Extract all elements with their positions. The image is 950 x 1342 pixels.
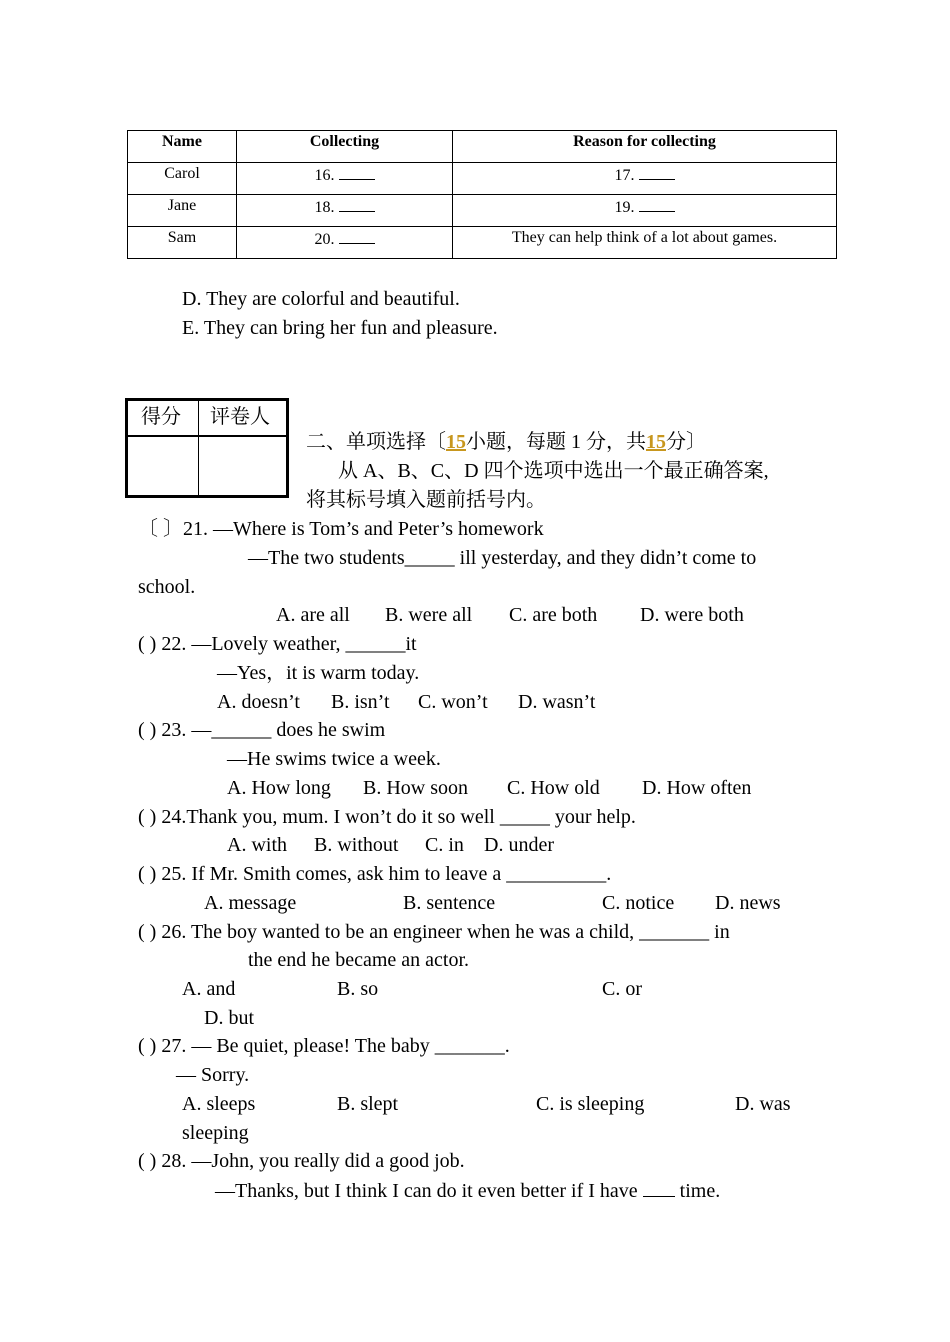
q25-option-b: B. sentence [403, 892, 496, 914]
answer-blank [643, 1178, 675, 1197]
cell-collecting [237, 227, 453, 259]
answer-blank [339, 229, 375, 244]
section-title [306, 430, 706, 454]
section-title-pre: 二、单项选择〔 [306, 431, 446, 453]
cell-collecting [237, 163, 453, 195]
table-row [128, 195, 837, 227]
item-number: 19. [614, 199, 635, 216]
section-title-post: 分〕 [666, 431, 706, 453]
q24-stem: ( ) 24.Thank you, mum. I won’t do it so well _____ your help. [138, 806, 636, 828]
q26-option-d: D. but [204, 1007, 254, 1029]
q24-option-b: B. without [314, 834, 399, 856]
q27-line2: — Sorry. [176, 1064, 250, 1086]
q23-line2: —He swims twice a week. [227, 748, 441, 770]
score-label: 得分 [141, 406, 181, 428]
cell-reason [453, 195, 837, 227]
score-box [125, 398, 289, 498]
item-number: 18. [314, 199, 335, 216]
q24-option-d: D. under [484, 834, 554, 856]
answer-blank [339, 197, 375, 212]
q27-stem: ( ) 27. — Be quiet, please! The baby _______. [138, 1035, 510, 1057]
q22-stem: ( ) 22. —Lovely weather, ______it [138, 633, 417, 655]
item-number: 20. [314, 231, 335, 248]
q25-option-c: C. notice [602, 892, 675, 914]
item-number: 16. [314, 167, 335, 184]
answer-blank [339, 165, 375, 180]
q23-option-d: D. How often [642, 777, 752, 799]
section-instruction-1: 从 A、B、C、D 四个选项中选出一个最正确答案, [338, 460, 769, 482]
q22-option-d: D. wasn’t [518, 691, 596, 713]
q28-line2-pre: —Thanks, but I think I can do it even better if I have [215, 1180, 638, 1202]
table-row [128, 163, 837, 195]
q25-stem: ( ) 25. If Mr. Smith comes, ask him to leave a __________. [138, 863, 612, 885]
q28-stem: ( ) 28. —John, you really did a good job. [138, 1150, 465, 1172]
q25-option-a: A. message [204, 892, 297, 914]
question-count: 15 [446, 431, 466, 453]
q24-option-c: C. in [425, 834, 464, 856]
q22-option-a: A. doesn’t [217, 691, 300, 713]
collection-table [127, 130, 837, 259]
table-row [128, 227, 837, 259]
total-score: 15 [646, 431, 666, 453]
q26-option-a: A. and [182, 978, 236, 1000]
item-number: 17. [614, 167, 635, 184]
q22-line2: —Yes，it is warm today. [217, 662, 420, 684]
cell-name: Jane [128, 195, 237, 227]
answer-blank [639, 197, 675, 212]
q21-option-c: C. are both [509, 604, 598, 626]
q21-option-d: D. were both [640, 604, 744, 626]
q28-line2-post: time. [679, 1180, 721, 1202]
grader-label: 评卷人 [210, 406, 270, 428]
option-e: E. They can bring her fun and pleasure. [182, 317, 498, 339]
q21-line2: —The two students_____ ill yesterday, and they didn’t come to [248, 547, 757, 569]
q22-option-c: C. won’t [418, 691, 488, 713]
cell-reason [453, 163, 837, 195]
table-header-row [128, 131, 837, 163]
q26-line2: the end he became an actor. [248, 949, 469, 971]
cell-name: Carol [128, 163, 237, 195]
q23-option-c: C. How old [507, 777, 600, 799]
q26-option-b: B. so [337, 978, 379, 1000]
q23-option-a: A. How long [227, 777, 331, 799]
q23-option-b: B. How soon [363, 777, 469, 799]
q21-option-a: A. are all [276, 604, 350, 626]
q23-stem: ( ) 23. —______ does he swim [138, 719, 386, 741]
q21-line3: school. [138, 576, 196, 598]
q26-option-c: C. or [602, 978, 642, 1000]
q27-option-d-cont: sleeping [182, 1122, 249, 1144]
q21-option-b: B. were all [385, 604, 473, 626]
option-d: D. They are colorful and beautiful. [182, 288, 460, 310]
q27-option-a: A. sleeps [182, 1093, 256, 1115]
q27-option-d: D. was [735, 1093, 791, 1115]
cell-collecting [237, 195, 453, 227]
q22-option-b: B. isn’t [331, 691, 390, 713]
q24-option-a: A. with [227, 834, 287, 856]
cell-reason: They can help think of a lot about games. [453, 227, 837, 259]
q28-line2 [215, 1178, 720, 1203]
header-collecting: Collecting [237, 131, 453, 163]
q21-stem: 〔 〕21. —Where is Tom’s and Peter’s homework [138, 518, 544, 540]
answer-blank [639, 165, 675, 180]
section-title-mid: 小题，每题 1 分，共 [466, 431, 646, 453]
section-instruction-2: 将其标号填入题前括号内。 [306, 489, 546, 511]
header-reason: Reason for collecting [453, 131, 837, 163]
q27-option-b: B. slept [337, 1093, 399, 1115]
cell-name: Sam [128, 227, 237, 259]
q26-stem: ( ) 26. The boy wanted to be an engineer when he was a child, _______ in [138, 921, 730, 943]
header-name: Name [128, 131, 237, 163]
q25-option-d: D. news [715, 892, 781, 914]
q27-option-c: C. is sleeping [536, 1093, 645, 1115]
